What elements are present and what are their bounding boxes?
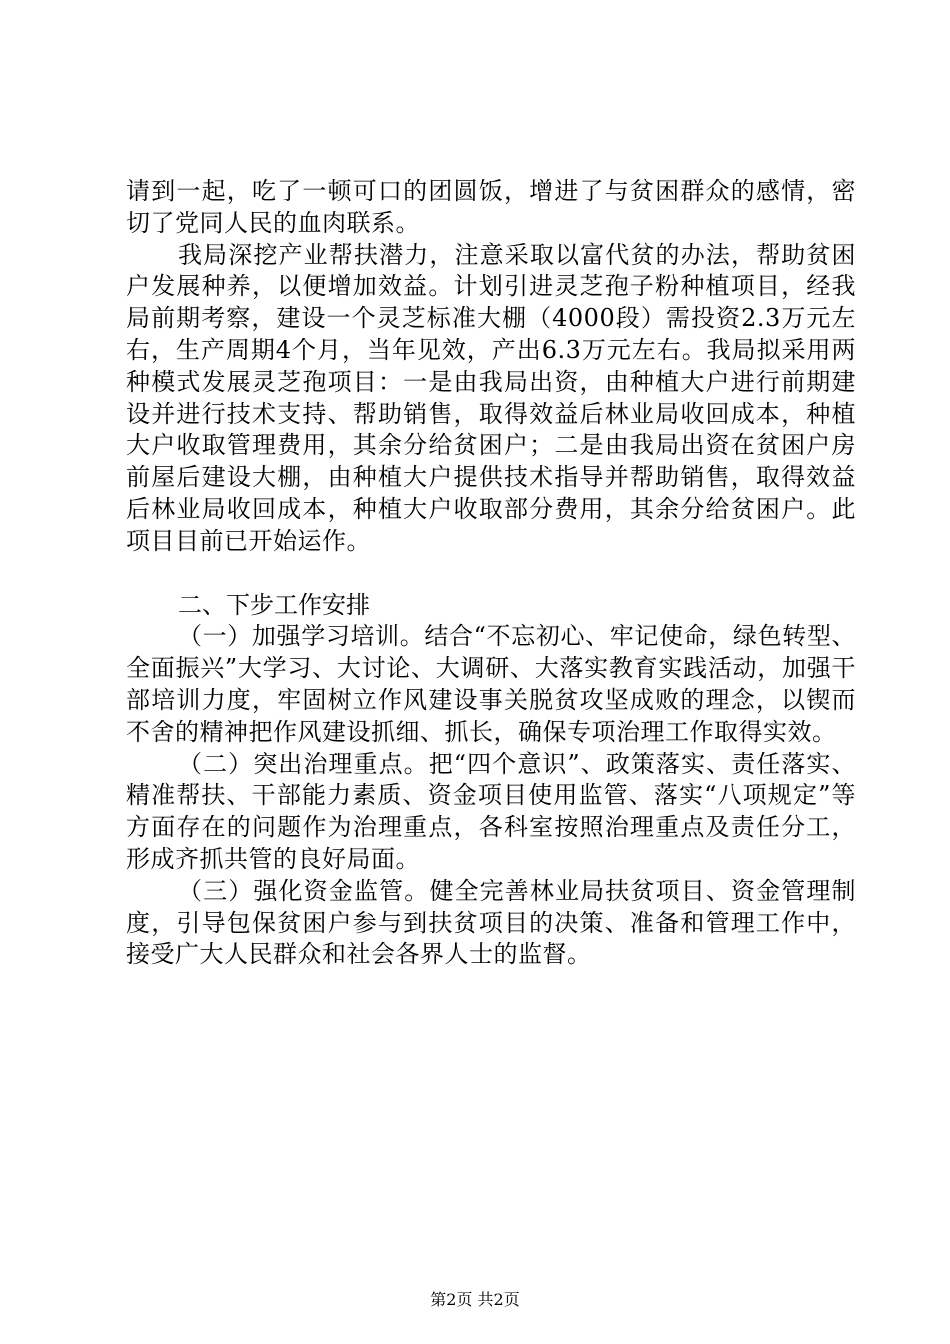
page-number-footer: 第2页 共2页: [430, 1290, 520, 1309]
section-heading: 二、下步工作安排: [178, 590, 370, 619]
paragraph-gap: [126, 558, 856, 590]
paragraph-continuation: 请到一起，吃了一顿可口的团圆饭，增进了与贫困群众的感情，密切了党同人民的血肉联系。: [126, 177, 856, 237]
list-item-fund-supervision: （三）强化资金监管。健全完善林业局扶贫项目、资金管理制度，引导包保贫困户参与到扶贫项目的决策、准备和管理工作中，接受广大人民群众和社会各界人士的监督。: [126, 876, 856, 969]
paragraph-industry-support: 我局深挖产业帮扶潜力，注意采取以富代贫的办法，帮助贫困户发展种养，以便增加效益。计划引进灵芝孢子粉种植项目，经我局前期考察，建设一个灵芝标准大棚（4000段）需投资2.3万元左右，生产周期4个月，当年见效，产出6.3万元左右。我局拟采用两种模式发展灵芝孢项目：一是由我局出资，由种植大户进行前期建设并进行技术支持、帮助销售，取得效益后林业局收回成本，种植大户收取管理费用，其余分给贫困户；二是由我局出资在贫困户房前屋后建设大棚，由种植大户提供技术指导并帮助销售，取得效益后林业局收回成本，种植大户收取部分费用，其余分给贫困户。此项目目前已开始运作。: [126, 240, 856, 555]
list-item-study-training: （一）加强学习培训。结合“不忘初心、牢记使命，绿色转型、全面振兴”大学习、大讨论、大调研、大落实教育实践活动，加强干部培训力度，牢固树立作风建设事关脱贫攻坚成败的理念，以锲而不舍的精神把作风建设抓细、抓长，确保专项治理工作取得实效。: [126, 622, 856, 746]
list-item-governance-focus: （二）突出治理重点。把“四个意识”、政策落实、责任落实、精准帮扶、干部能力素质、资金项目使用监管、落实“八项规定”等方面存在的问题作为治理重点，各科室按照治理重点及责任分工，形成齐抓共管的良好局面。: [126, 749, 856, 873]
document-body: [126, 176, 856, 971]
